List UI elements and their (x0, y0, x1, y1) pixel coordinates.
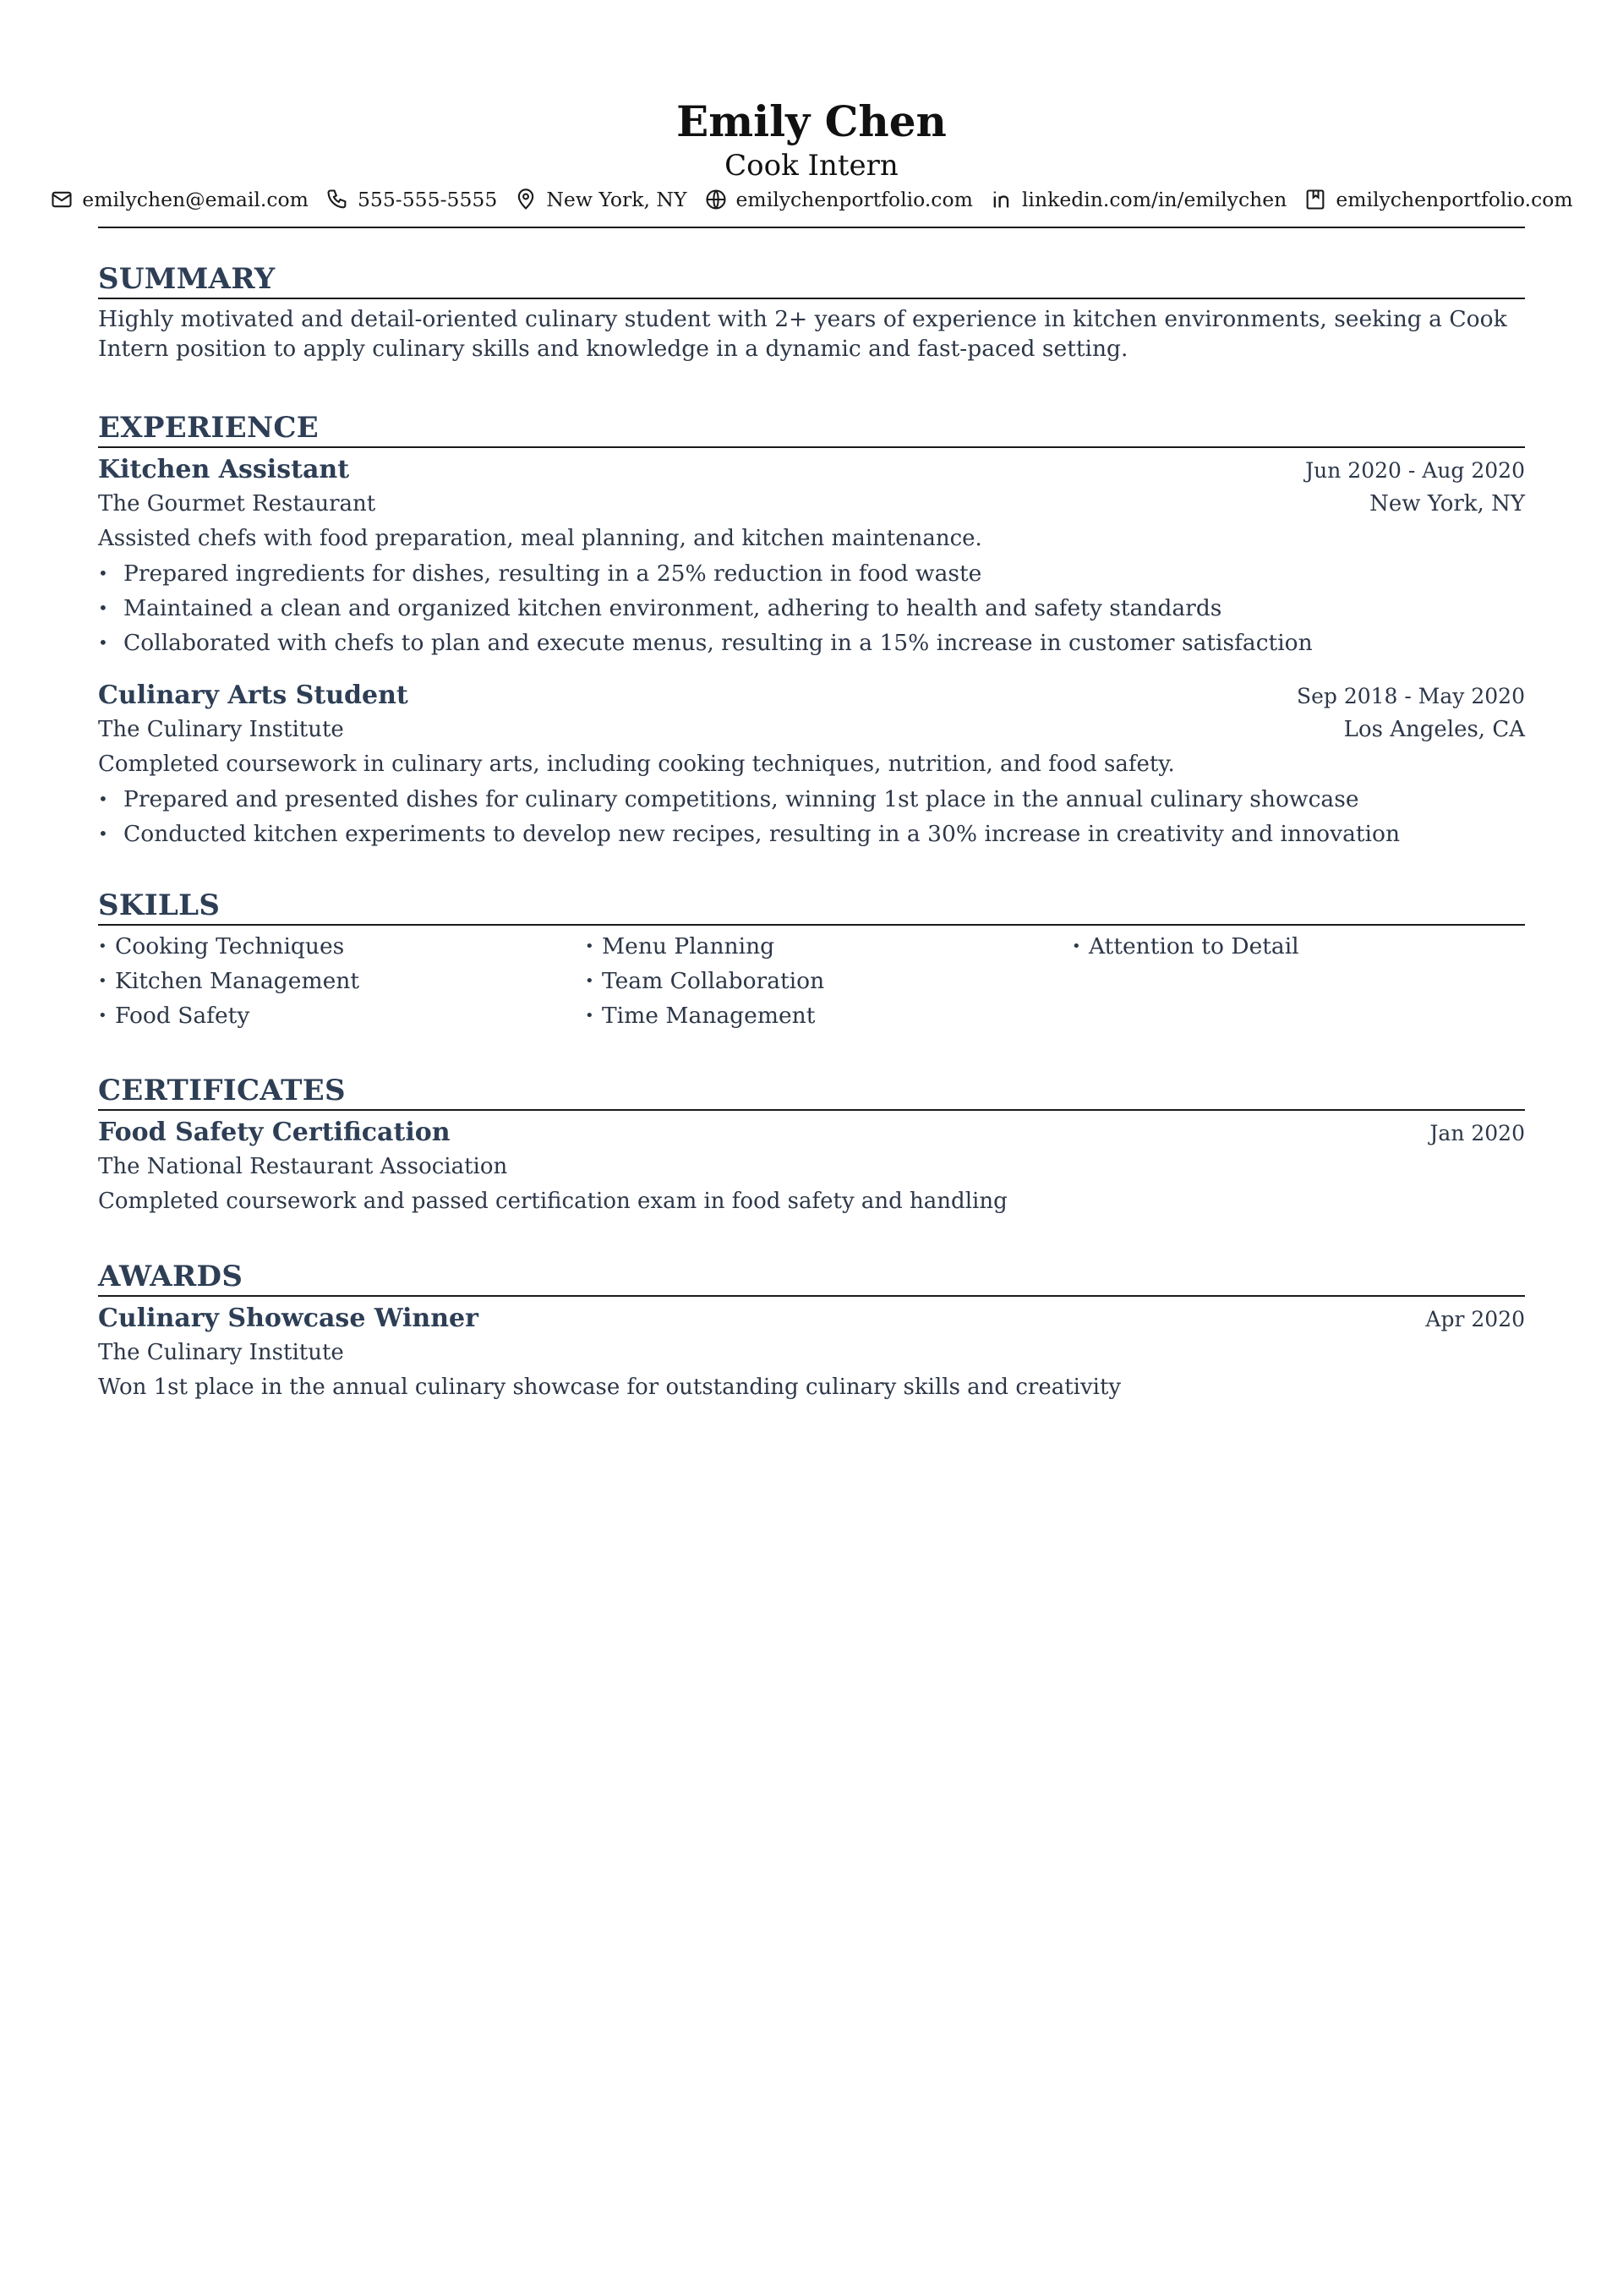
experience-entry (98, 679, 1525, 851)
section-heading-experience: EXPERIENCE (98, 411, 319, 445)
skill-item: • Kitchen Management (98, 964, 585, 998)
candidate-title: Cook Intern (724, 149, 899, 183)
award-title: Culinary Showcase Winner (98, 1304, 478, 1333)
contact-bar (82, 188, 1573, 211)
contact-portfolio-text: emilychenportfolio.com (1336, 188, 1573, 211)
employer: The Gourmet Restaurant (98, 491, 376, 517)
section-divider (98, 446, 1525, 448)
achievement-item: • Collaborated with chefs to plan and execute menus, resulting in a 15% increase in customer satisfaction (98, 626, 1525, 660)
job-location: New York, NY (1369, 491, 1525, 517)
job-description: Assisted chefs with food preparation, meal planning, and kitchen maintenance. (98, 526, 982, 551)
award-description: Won 1st place in the annual culinary showcase for outstanding culinary skills and creativity (98, 1375, 1122, 1400)
award-entry (98, 1302, 1525, 1405)
mail-icon (50, 188, 74, 211)
summary-text: Highly motivated and detail-oriented culinary student with 2+ years of experience in kitchen environments, seeking a Cook Intern position to apply culinary skills and knowledge in a dynamic and fast-paced setting. (98, 306, 1507, 362)
location-pin-icon (514, 188, 538, 211)
job-location: Los Angeles, CA (1343, 717, 1525, 742)
contact-phone-text: 555-555-5555 (357, 188, 498, 211)
contact-location (514, 188, 686, 211)
skill-item: • Team Collaboration (585, 964, 1072, 998)
job-title: Culinary Arts Student (98, 681, 408, 710)
skill-item: • Food Safety (98, 998, 585, 1033)
achievement-item: • Prepared ingredients for dishes, resulting in a 25% reduction in food waste (98, 556, 1525, 591)
award-date: Apr 2020 (1425, 1307, 1525, 1331)
certificate-entry (98, 1116, 1525, 1219)
experience-section (98, 411, 1525, 851)
section-heading-skills: SKILLS (98, 888, 221, 922)
section-divider (98, 1295, 1525, 1297)
section-heading-summary: SUMMARY (98, 262, 276, 296)
contact-email-text: emilychen@email.com (82, 188, 309, 211)
contact-website[interactable] (704, 188, 973, 211)
certificate-description: Completed coursework and passed certification exam in food safety and handling (98, 1189, 1008, 1214)
job-dates: Sep 2018 - May 2020 (1296, 684, 1525, 708)
resume-header (82, 0, 1573, 228)
job-dates: Jun 2020 - Aug 2020 (1305, 458, 1525, 483)
certificates-section (98, 1074, 1525, 1219)
linkedin-icon (990, 188, 1014, 211)
bookmark-icon (1303, 188, 1327, 211)
certificate-title: Food Safety Certification (98, 1118, 451, 1147)
section-heading-awards: AWARDS (98, 1260, 243, 1293)
phone-icon (325, 188, 349, 211)
job-description: Completed coursework in culinary arts, including cooking techniques, nutrition, and food safety. (98, 752, 1175, 777)
contact-portfolio[interactable] (1303, 188, 1572, 211)
experience-entry (98, 453, 1525, 660)
job-title: Kitchen Assistant (98, 455, 350, 484)
skills-section (98, 888, 1525, 1033)
contact-linkedin[interactable] (990, 188, 1287, 211)
section-divider (98, 298, 1525, 299)
header-divider (98, 227, 1525, 228)
skill-item: • Menu Planning (585, 929, 1072, 964)
achievement-item: • Maintained a clean and organized kitchen environment, adhering to health and safety standards (98, 591, 1525, 626)
skill-item: • Time Management (585, 998, 1072, 1033)
employer: The Culinary Institute (98, 717, 344, 742)
section-divider (98, 1109, 1525, 1111)
achievement-item: • Prepared and presented dishes for culinary competitions, winning 1st place in the annual culinary showcase (98, 782, 1525, 817)
candidate-name: Emily Chen (676, 96, 947, 146)
skills-grid (98, 929, 1525, 1033)
achievement-item: • Conducted kitchen experiments to develop new recipes, resulting in a 30% increase in creativity and innovation (98, 817, 1525, 851)
section-heading-certificates: CERTIFICATES (98, 1074, 346, 1107)
summary-section (98, 262, 1525, 364)
contact-phone[interactable] (325, 188, 497, 211)
achievement-list (98, 556, 1525, 660)
skill-item: • Attention to Detail (1072, 929, 1525, 964)
certificate-issuer: The National Restaurant Association (98, 1154, 508, 1179)
contact-linkedin-text: linkedin.com/in/emilychen (1021, 188, 1287, 211)
contact-email[interactable] (50, 188, 309, 211)
skill-item: • Cooking Techniques (98, 929, 585, 964)
achievement-list (98, 782, 1525, 851)
section-divider (98, 924, 1525, 926)
contact-location-text: New York, NY (546, 188, 687, 211)
awards-section (98, 1260, 1525, 1405)
contact-website-text: emilychenportfolio.com (735, 188, 973, 211)
globe-icon (704, 188, 728, 211)
award-issuer: The Culinary Institute (98, 1340, 344, 1365)
certificate-date: Jan 2020 (1429, 1121, 1525, 1145)
